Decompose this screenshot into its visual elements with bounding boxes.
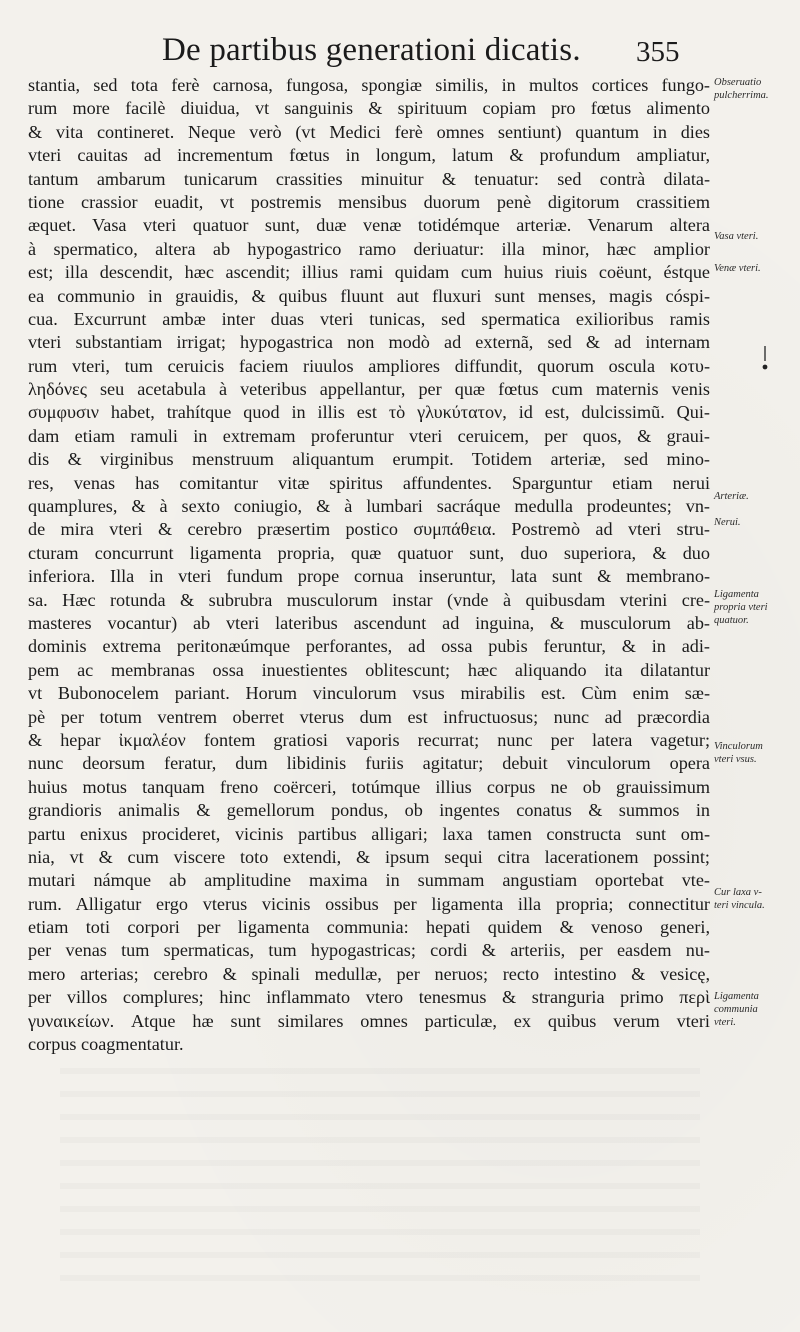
margin-note-line: Vinculorum [714,741,763,752]
text-line: à spermatico, altera ab hypogastrico ramo deriuatur: illa minor, hæc amplior [28,238,710,259]
text-line: ληδόνες seu acetabula à veteribus appellantur, per quæ fœtus cum maternis venis [28,379,710,400]
margin-note-line: Cur laxa v- [714,887,762,898]
ink-mark-icon [762,346,768,372]
text-line: stantia, sed tota ferè carnosa, fungosa, spongiæ similis, in multos cortices fungo- [28,75,710,95]
text-line: mero arterias; cerebro & spinali medullæ, per neruos; recto intestino & vesicę, [28,963,710,984]
text-line: etiam toti corpori per ligamenta communia: hepati quidem & venoso generi, [28,917,710,938]
text-line: rum more facilè diuidua, vt sanguinis & spirituum copiam pro fœtus alimento [28,98,710,119]
margin-note [714,230,798,243]
text-line: pè per totum ventrem oberret vterus dum est infructuosus; nunc ad præcordia [28,706,710,727]
text-line: est; illa descendit, hæc ascendit; illius rami quidam cum huius riuis coëunt, éstque [28,262,710,283]
margin-note [714,516,798,529]
margin-note [714,588,798,627]
margin-note [714,76,798,102]
margin-note-line: Vasa vteri. [714,231,759,242]
text-line: quamplures, & à sexto coniugio, & à lumbari sacráque medulla prodeuntes; vn- [28,496,710,517]
text-line: dis & virginibus menstruum aliquantum erumpit. Totidem arteriæ, sed mino- [28,449,710,470]
text-line: per venas tum spermaticas, tum hypogastricas; cordi & arteriis, per easdem nu- [28,940,710,961]
page-number: 355 [636,36,680,68]
text-line: sa. Hæc rotunda & subrubra musculorum instar (vnde à quibusdam vterini cre- [28,589,710,610]
margin-note-line: vteri vsus. [714,754,757,765]
margin-note-line: vteri. [714,1017,736,1028]
text-line: corpus coagmentatur. [28,1034,184,1055]
text-line: per villos complures; hinc inflammato vtero tenesmus & stranguria primo περὶ [28,987,710,1008]
text-line: rum. Alligatur ergo vterus vicinis ossibus per ligamenta illa propria; connectitur [28,893,710,914]
text-line: cua. Excurrunt ambæ inter duas vteri tunicas, sed spermatica exilioribus ramis [28,308,710,329]
margin-note-line: Nerui. [714,517,741,528]
text-line: & hepar ἰκμαλέον fontem gratiosi vaporis recurrat; nunc per latera vagetur; [28,729,710,750]
margin-note [714,262,798,275]
text-line: tantum ambarum tunicarum crassities minuitur & tenuatur: sed contrà dilata- [28,168,710,189]
margin-note [714,490,798,503]
text-line: dam etiam ramuli in extremam proferuntur vteri ceruicem, per quos, & graui- [28,425,710,446]
body-text [28,74,710,1056]
margin-note-line: pulcherrima. [714,90,769,101]
margin-note-line: Venæ vteri. [714,263,761,274]
show-through-bleed [60,1060,700,1290]
running-head [0,28,800,72]
text-line: nia, vt & cum viscere toto extendi, & ipsum sequi citra lacerationem possint; [28,846,710,867]
text-line: de mira vteri & cerebro præsertim postico συμπάθεια. Postremò ad vteri stru- [28,519,710,540]
margin-note-line: Arteriæ. [714,491,749,502]
margin-note-line: propria vteri [714,602,768,613]
text-line: huius motus tanquam freno coërceri, totúmque illius corpus ne ob grauissimum [28,776,710,797]
margin-note-line: Ligamenta [714,589,759,600]
text-line: vteri substantiam irrigat; hypogastrica non modò ad externã, sed & ad internam [28,332,710,353]
text-line: rum vteri, tum ceruicis faciem riuulos ampliores diffundit, quorum oscula κοτυ- [28,355,710,376]
text-line: γυναικείων. Atque hæ sunt similares omnes particulæ, ex quibus verum vteri [28,1010,710,1031]
text-line: masteres vocantur) ab vteri lateribus ascendunt ad inguina, & musculorum ab- [28,612,710,633]
margin-note-line: Ligamenta [714,991,759,1002]
margin-note-line: quatuor. [714,615,749,626]
margin-note [714,886,798,912]
text-line: vteri cauitas ad incrementum fœtus in longum, latum & profundum ampliatur, [28,145,710,166]
text-line: συμφυσιν habet, trahítque quod in illis est τὸ γλυκύτατον, id est, dulcissimũ. Qui- [28,402,710,423]
margin-note [714,740,798,766]
running-title: De partibus generationi dicatis. [162,32,581,68]
margin-note [714,990,798,1029]
margin-note-line: Obseruatio [714,77,762,88]
text-line: & vita contineret. Neque verò (vt Medici ferè omnes sentiunt) quantum in dies [28,121,710,142]
margin-note-line: communia [714,1004,758,1015]
text-line: æquet. Vasa vteri quatuor sunt, duæ venæ totidémque arteriæ. Venarum altera [28,215,710,236]
margin-notes [714,0,798,1332]
text-line: mutari námque ab amplitudine maxima in summam angustiam oportebat vte- [28,870,710,891]
text-line: dominis extrema peritonæúmque perforantes, ad ossa pubis feruntur, & in adi- [28,636,710,657]
text-line: inferiora. Illa in vteri fundum prope cornua inseruntur, lata sunt & membrano- [28,566,710,587]
text-line: partu enixus procideret, vicinis partibus alligari; laxa tamen constructa sunt om- [28,823,710,844]
text-line: cturam concurrunt ligamenta propria, quæ quatuor sunt, duo superiora, & duo [28,542,710,563]
text-line: tione crassior euadit, vt postremis mensibus duorum penè digitorum crassitiem [28,191,710,212]
text-line: pem ac membranas ossa inuestientes oblitescunt; hæc aliquando ita dilatantur [28,659,710,680]
text-line: grandioris animalis & gemellorum pondus, ob ingentes conatus & summos in [28,800,710,821]
text-line: nunc deorsum feratur, dum libidinis furiis agitatur; debuit vinculorum opera [28,753,710,774]
text-line: vt Bubonocelem pariant. Horum vinculorum vsus mirabilis est. Cùm enim sæ- [28,683,710,704]
margin-note-line: teri vincula. [714,900,765,911]
text-line: ea communio in grauidis, & quibus fluunt aut fluxuri sunt menses, magis cóspi- [28,285,710,306]
text-line: res, venas has comitantur vitæ spiritus affundentes. Sparguntur etiam nerui [28,472,710,493]
